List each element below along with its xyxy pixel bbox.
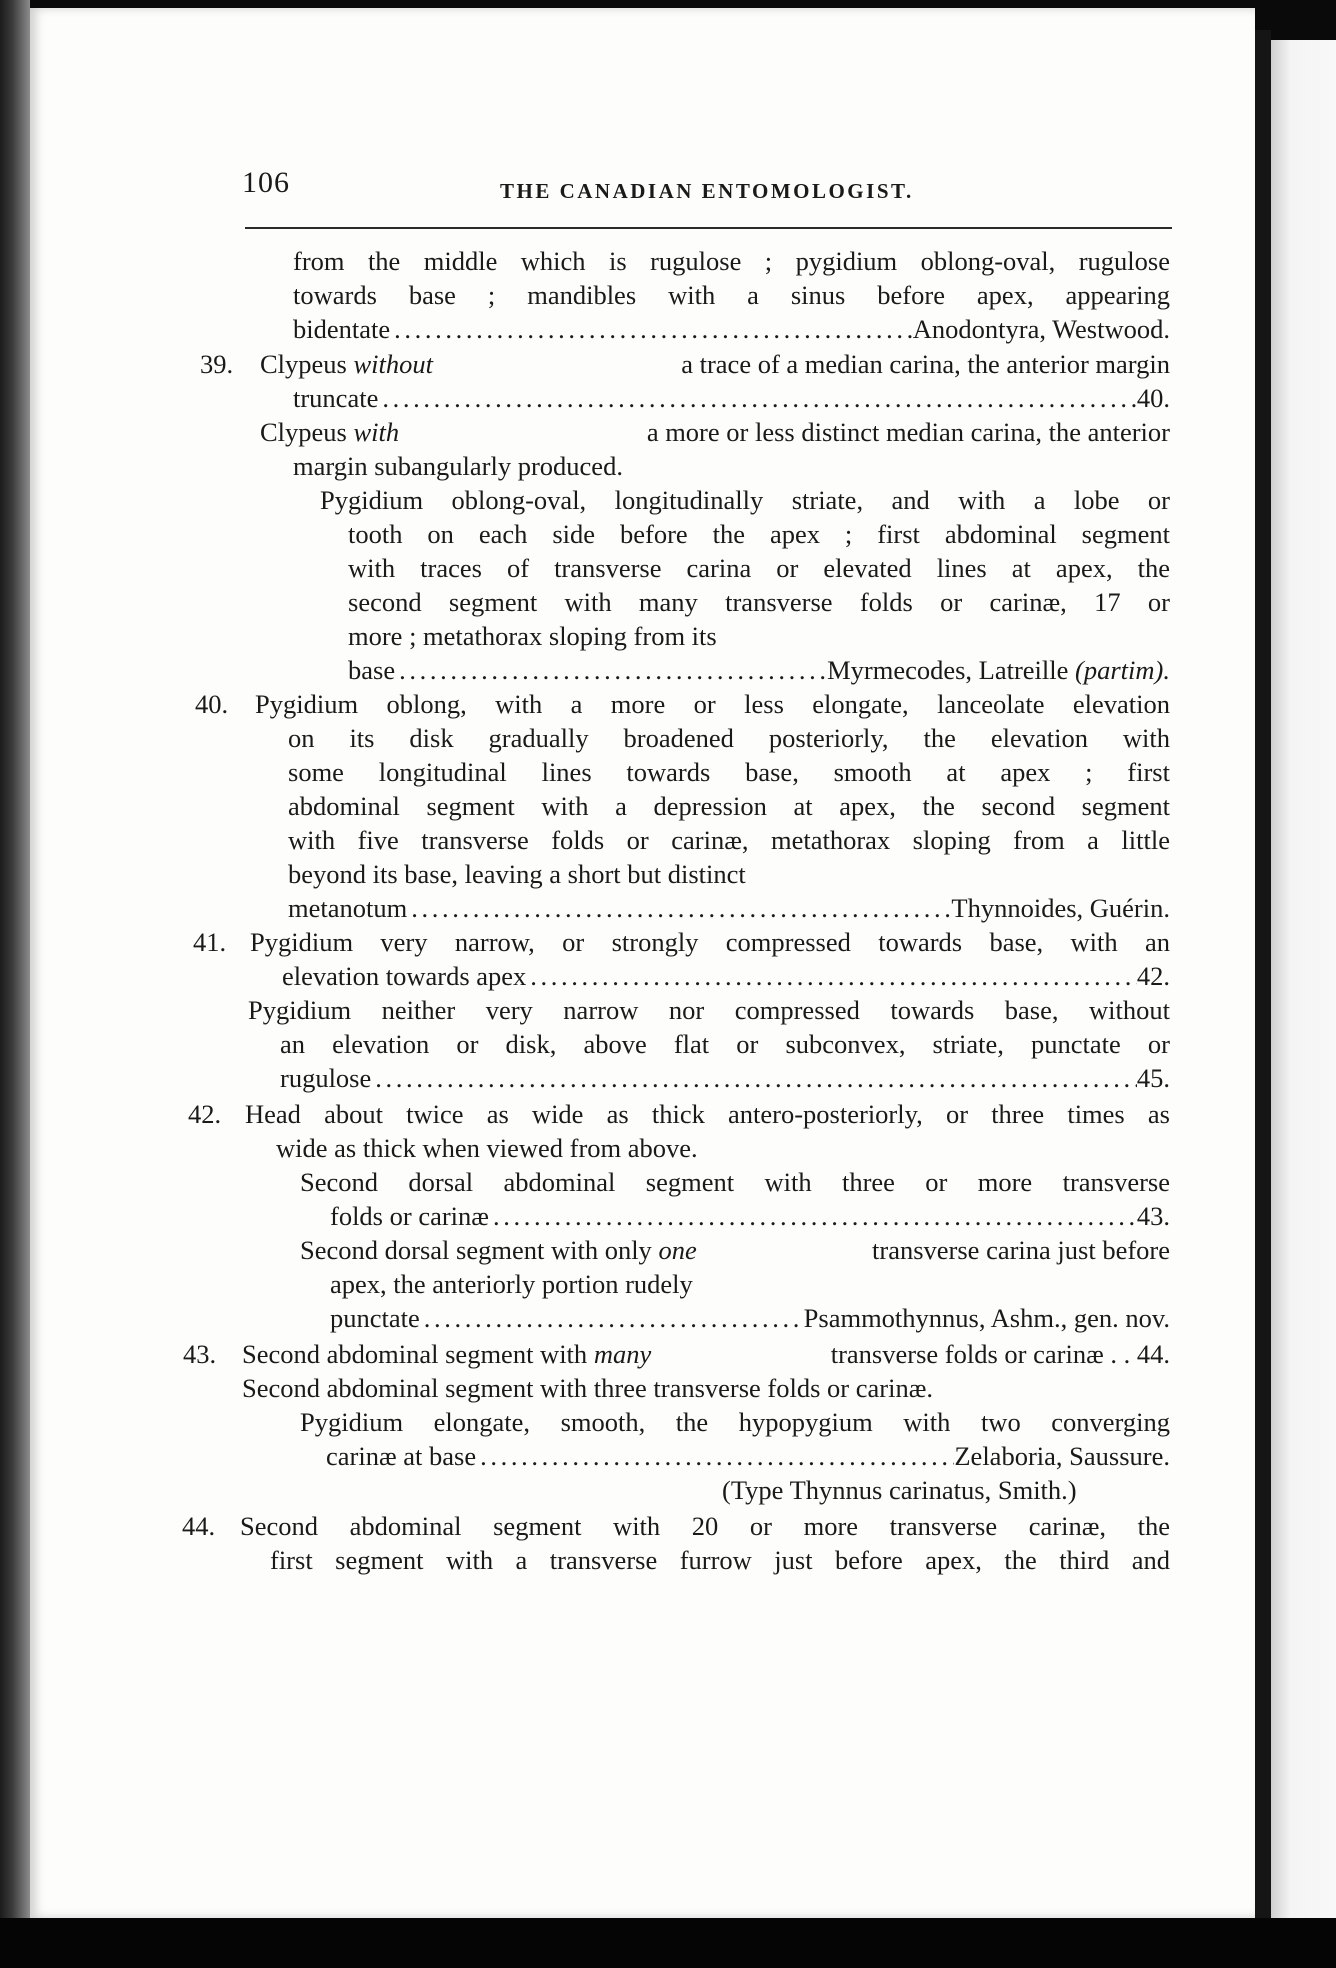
couplet-reference: 43. [1136,1201,1170,1231]
text-line: with five transverse folds or carinæ, metathorax sloping from a little [288,825,1170,855]
emphasis: (partim). [1075,655,1170,685]
text-line: apex, the anteriorly portion rudely [330,1269,693,1299]
adjacent-page [1271,40,1336,1928]
emphasis: without [353,349,434,379]
genus-name: Psammothynnus, Ashm., gen. nov. [803,1303,1170,1333]
line-text: Second dorsal segment with only [300,1235,652,1265]
emphasis: one [658,1235,697,1265]
couplet-number: 39. [200,349,234,379]
text-line: some longitudinal lines towards base, smooth at apex ; first [288,757,1170,787]
dot-leader [476,1440,954,1472]
text-line: with traces of transverse carina or elevated lines at apex, the [348,553,1170,583]
line-text: folds or carinæ [330,1201,489,1231]
text-line: from the middle which is rugulose ; pygidium oblong-oval, rugulose [293,246,1170,276]
line-text: carinæ at base [326,1441,477,1471]
genus-name: Thynnoides, Guérin. [951,893,1170,923]
running-head: THE CANADIAN ENTOMOLOGIST. [500,179,914,203]
page-edge [1255,30,1271,1935]
text-line: towards base ; mandibles with a sinus before apex, appearing [293,280,1170,310]
couplet-number: 40. [195,689,229,719]
couplet-number: 42. [188,1099,222,1129]
line-text: bidentate [293,314,391,344]
text-line: wide as thick when viewed from above. [276,1133,698,1163]
line-text: Second abdominal segment with [242,1339,588,1369]
line-text: a trace of a median carina, the anterior margin [681,349,1170,379]
line-text: transverse folds or carinæ . . 44. [830,1339,1170,1369]
scan-bottom-edge [0,1918,1336,1968]
dot-leader [371,1062,1137,1094]
header-rule [245,227,1172,229]
dot-leader [420,1302,804,1334]
text-line [242,1338,1170,1370]
dot-leader [526,960,1137,992]
emphasis: many [593,1339,652,1369]
text-line: Pygidium oblong-oval, longitudinally striate, and with a lobe or [320,485,1170,515]
couplet-number: 43. [183,1339,217,1369]
line-text: Clypeus [260,349,347,379]
genus-name: Zelaboria, Saussure. [954,1441,1170,1471]
dot-leader [378,382,1137,414]
line-text: punctate [330,1303,420,1333]
key-line-leader [348,654,1170,686]
text-line: abdominal segment with a depression at apex, the second segment [288,791,1170,821]
key-line-leader [293,382,1170,414]
key-line-leader [282,960,1170,992]
line-text: Clypeus [260,417,347,447]
text-line: an elevation or disk, above flat or subconvex, striate, punctate or [280,1029,1170,1059]
text-line: Second abdominal segment with three transverse folds or carinæ. [242,1373,934,1403]
text-line: first segment with a transverse furrow just before apex, the third and [270,1545,1170,1575]
text-line: Second abdominal segment with 20 or more transverse carinæ, the [240,1511,1170,1541]
dot-leader [390,313,913,345]
couplet-number: 44. [182,1511,216,1541]
line-text: rugulose [280,1063,372,1093]
scan-left-edge [0,0,30,1968]
line-text: elevation towards apex [282,961,527,991]
text-line: Head about twice as wide as thick antero-posteriorly, or three times as [245,1099,1170,1129]
line-text: truncate [293,383,379,413]
text-line [300,1234,1170,1266]
line-text: a more or less distinct median carina, the anterior [646,417,1170,447]
couplet-reference: 45. [1136,1063,1170,1093]
text-line: Pygidium oblong, with a more or less elongate, lanceolate elevation [255,689,1170,719]
type-note: (Type Thynnus carinatus, Smith.) [722,1475,1077,1505]
genus-name: Anodontyra, Westwood. [912,314,1170,344]
page-number: 106 [242,166,290,199]
emphasis: with [353,417,400,447]
text-line: Pygidium elongate, smooth, the hypopygium with two converging [300,1407,1170,1437]
text-line: second segment with many transverse folds or carinæ, 17 or [348,587,1170,617]
text-line: Pygidium very narrow, or strongly compressed towards base, with an [250,927,1170,957]
text-line: Pygidium neither very narrow nor compressed towards base, without [248,995,1170,1025]
book-page [30,8,1255,1918]
couplet-reference: 40. [1136,383,1170,413]
key-line-leader [326,1440,1170,1472]
couplet-reference: 42. [1136,961,1170,991]
line-text: transverse carina just before [872,1235,1170,1265]
dot-leader [489,1200,1137,1232]
text-line: beyond its base, leaving a short but distinct [288,859,746,889]
text-line: Second dorsal abdominal segment with three or more transverse [300,1167,1170,1197]
text-line [260,348,1170,380]
key-line-leader [280,1062,1170,1094]
line-text: metanotum [288,893,408,923]
key-line-leader [288,892,1170,924]
text-line: on its disk gradually broadened posteriorly, the elevation with [288,723,1170,753]
key-line-leader [293,313,1170,345]
line-text: base [348,655,396,685]
genus-name: Myrmecodes, Latreille [827,655,1069,685]
text-line: tooth on each side before the apex ; first abdominal segment [348,519,1170,549]
key-line-leader [330,1200,1170,1232]
text-line: more ; metathorax sloping from its [348,621,717,651]
text-line: margin subangularly produced. [293,451,623,481]
couplet-number: 41. [193,927,227,957]
dot-leader [407,892,951,924]
key-line-leader [330,1302,1170,1334]
text-line [260,416,1170,448]
dot-leader [395,654,827,686]
